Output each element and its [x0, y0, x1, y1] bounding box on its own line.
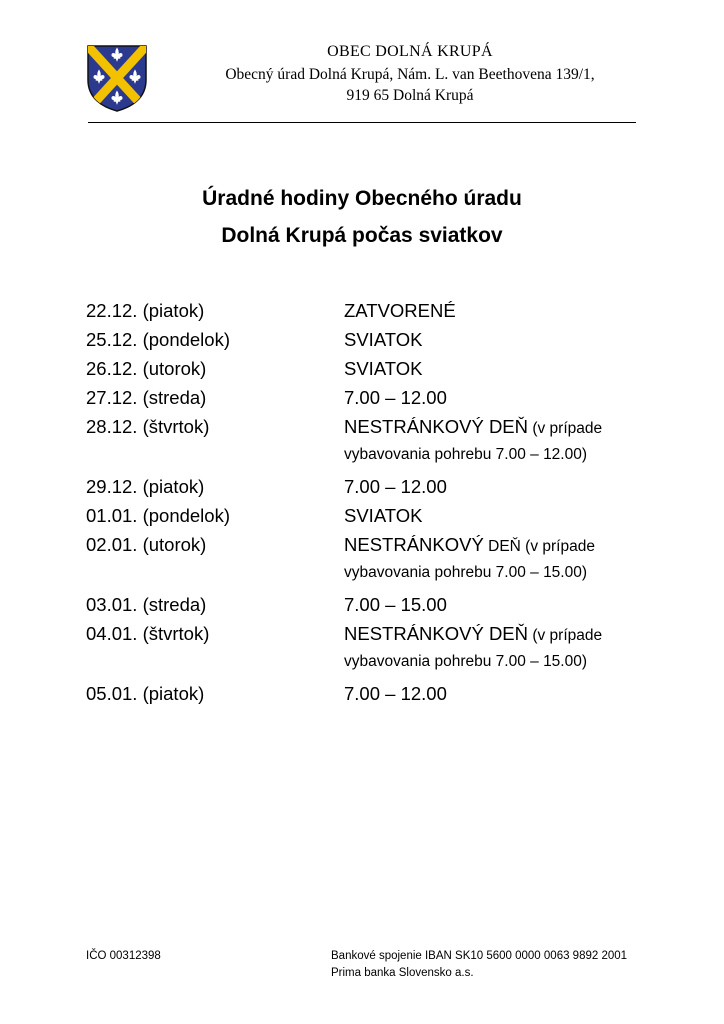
footer-company-id: IČO 00312398: [86, 950, 161, 962]
schedule-row: [86, 325, 646, 354]
schedule-note-continued: vybavovania pohrebu 7.00 – 12.00): [344, 446, 588, 463]
header-divider: [88, 122, 636, 123]
schedule-hours: SVIATOK: [344, 505, 423, 526]
schedule-row: [86, 354, 646, 383]
schedule-row: [86, 412, 646, 472]
schedule-hours: NESTRÁNKOVÝ DEŇ: [344, 416, 529, 437]
document-title-line2: Dolná Krupá počas sviatkov: [221, 224, 503, 247]
schedule-row: [86, 530, 646, 590]
schedule-row: [86, 501, 646, 530]
schedule-row: [86, 472, 646, 501]
schedule-note-continued: vybavovania pohrebu 7.00 – 15.00): [344, 564, 588, 581]
footer-bank-line1: Bankové spojenie IBAN SK10 5600 0000 0063 9892 2001: [331, 950, 628, 962]
schedule-hours: 7.00 – 12.00: [344, 387, 447, 408]
schedule-hours: 7.00 – 15.00: [344, 594, 447, 615]
holiday-schedule: [86, 296, 646, 708]
schedule-note: (v prípade: [528, 420, 603, 437]
schedule-day: 03.01. (streda): [86, 594, 207, 615]
schedule-note: (v prípade: [528, 627, 603, 644]
schedule-note: DEŇ (v prípade: [483, 538, 595, 555]
schedule-hours: 7.00 – 12.00: [344, 476, 447, 497]
schedule-hours: NESTRÁNKOVÝ DEŇ: [344, 623, 529, 644]
schedule-row: [86, 383, 646, 412]
schedule-day: 26.12. (utorok): [86, 358, 207, 379]
schedule-row: [86, 296, 646, 325]
schedule-day: 22.12. (piatok): [86, 300, 205, 321]
schedule-day: 27.12. (streda): [86, 387, 207, 408]
schedule-hours: 7.00 – 12.00: [344, 683, 447, 704]
schedule-day: 05.01. (piatok): [86, 683, 205, 704]
schedule-day: 04.01. (štvrtok): [86, 623, 210, 644]
office-address-line2: 919 65 Dolná Krupá: [346, 87, 474, 104]
schedule-day: 01.01. (pondelok): [86, 505, 230, 526]
coat-of-arms-icon: [86, 44, 148, 112]
footer-bank-details: [331, 948, 627, 982]
schedule-hours: ZATVORENÉ: [344, 300, 456, 321]
office-address-line1: Obecný úrad Dolná Krupá, Nám. L. van Beethovena 139/1,: [225, 66, 595, 83]
schedule-hours: SVIATOK: [344, 358, 423, 379]
schedule-hours: NESTRÁNKOVÝ: [344, 534, 484, 555]
schedule-day: 25.12. (pondelok): [86, 329, 230, 350]
schedule-row: [86, 619, 646, 679]
schedule-day: 02.01. (utorok): [86, 534, 207, 555]
schedule-day: 29.12. (piatok): [86, 476, 205, 497]
schedule-day: 28.12. (štvrtok): [86, 416, 210, 437]
municipality-name: OBEC DOLNÁ KRUPÁ: [327, 43, 493, 60]
schedule-row: [86, 679, 646, 708]
schedule-hours: SVIATOK: [344, 329, 423, 350]
schedule-note-continued: vybavovania pohrebu 7.00 – 15.00): [344, 653, 588, 670]
document-title-line1: Úradné hodiny Obecného úradu: [202, 187, 522, 210]
schedule-row: [86, 590, 646, 619]
footer-bank-line2: Prima banka Slovensko a.s.: [331, 967, 474, 979]
